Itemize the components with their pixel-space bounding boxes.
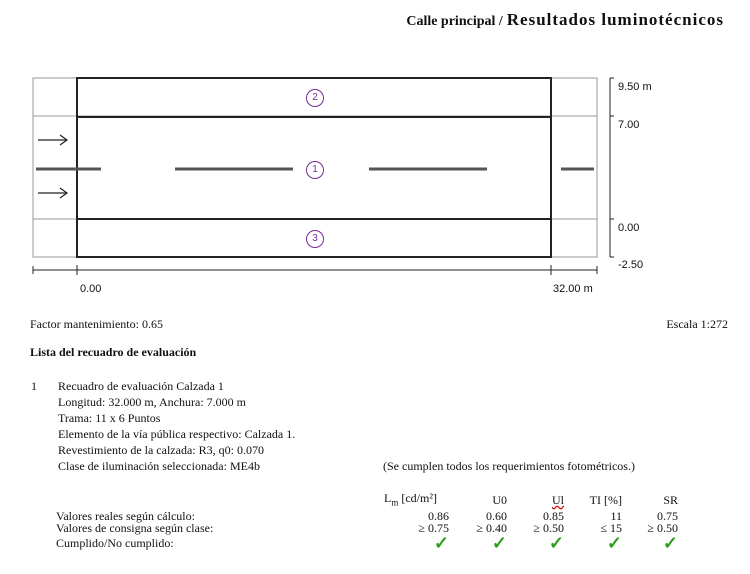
check-icon: ✓ (662, 533, 678, 553)
maintenance-factor: Factor mantenimiento: 0.65 (30, 317, 163, 331)
field-line: Elemento de la vía pública respectivo: Calzada 1. (58, 427, 296, 441)
check-icon: ✓ (433, 533, 449, 553)
scale-label: Escala 1:272 (666, 317, 728, 331)
title-street: Calle principal / (406, 14, 503, 29)
check-icon: ✓ (548, 533, 564, 553)
zone-marker-2: 2 (306, 89, 324, 107)
value-ul: 0.85 (543, 509, 564, 523)
header-u0: U0 (492, 493, 507, 507)
field-line: Trama: 11 x 6 Puntos (58, 411, 161, 425)
header-lm: $L_m$ [cd/m²] (384, 490, 437, 508)
value-sr: 0.75 (657, 509, 678, 523)
value-u0: ≥ 0.40 (476, 521, 507, 535)
field-line: Longitud: 32.000 m, Anchura: 7.000 m (58, 395, 246, 409)
compliance-note: (Se cumplen todos los requerimientos fotométricos.) (383, 459, 635, 473)
row-label: Valores de consigna según clase: (56, 521, 214, 535)
header-ul: Ul (552, 493, 564, 507)
bottom-dimension-axis (33, 265, 597, 275)
header-sr: SR (663, 493, 678, 507)
field-line: Clase de iluminación seleccionada: ME4b (58, 459, 260, 473)
field-line: Revestimiento de la calzada: R3, q0: 0.070 (58, 443, 264, 457)
title-results: Resultados luminotécnicos (506, 10, 724, 29)
value-ti: 11 (610, 509, 622, 523)
list-heading: Lista del recuadro de evaluación (30, 345, 197, 359)
header-ti: TI [%] (589, 493, 622, 507)
dim-label-upper: 7.00 (618, 119, 640, 131)
value-lm: ≥ 0.75 (418, 521, 449, 535)
check-icon: ✓ (491, 533, 507, 553)
value-ul: ≥ 0.50 (533, 521, 564, 535)
check-icon: ✓ (606, 533, 622, 553)
right-dimension-axis (610, 78, 614, 257)
value-u0: 0.60 (486, 509, 507, 523)
dim-label-lower: 0.00 (618, 222, 640, 234)
table-row (56, 534, 678, 552)
row-label: Cumplido/No cumplido: (56, 536, 174, 550)
value-ti: ≤ 15 (600, 521, 622, 535)
row-label: Valores reales según cálculo: (56, 509, 195, 523)
field-line: Recuadro de evaluación Calzada 1 (58, 379, 224, 393)
results-table (56, 490, 678, 552)
zone-marker-3: 3 (306, 230, 324, 248)
dim-label-top: 9.50 m (618, 81, 652, 93)
results-header-row (56, 490, 678, 510)
field-index: 1 (31, 379, 37, 393)
dim-label-bottom: -2.50 (618, 259, 644, 271)
traffic-arrow-icon (38, 135, 67, 198)
dim-label-start: 0.00 (80, 283, 102, 295)
value-sr: ≥ 0.50 (647, 521, 678, 535)
zone-marker-1: 1 (306, 161, 324, 179)
dim-label-end: 32.00 m (553, 283, 593, 295)
value-lm: 0.86 (428, 509, 449, 523)
table-row (56, 522, 678, 534)
